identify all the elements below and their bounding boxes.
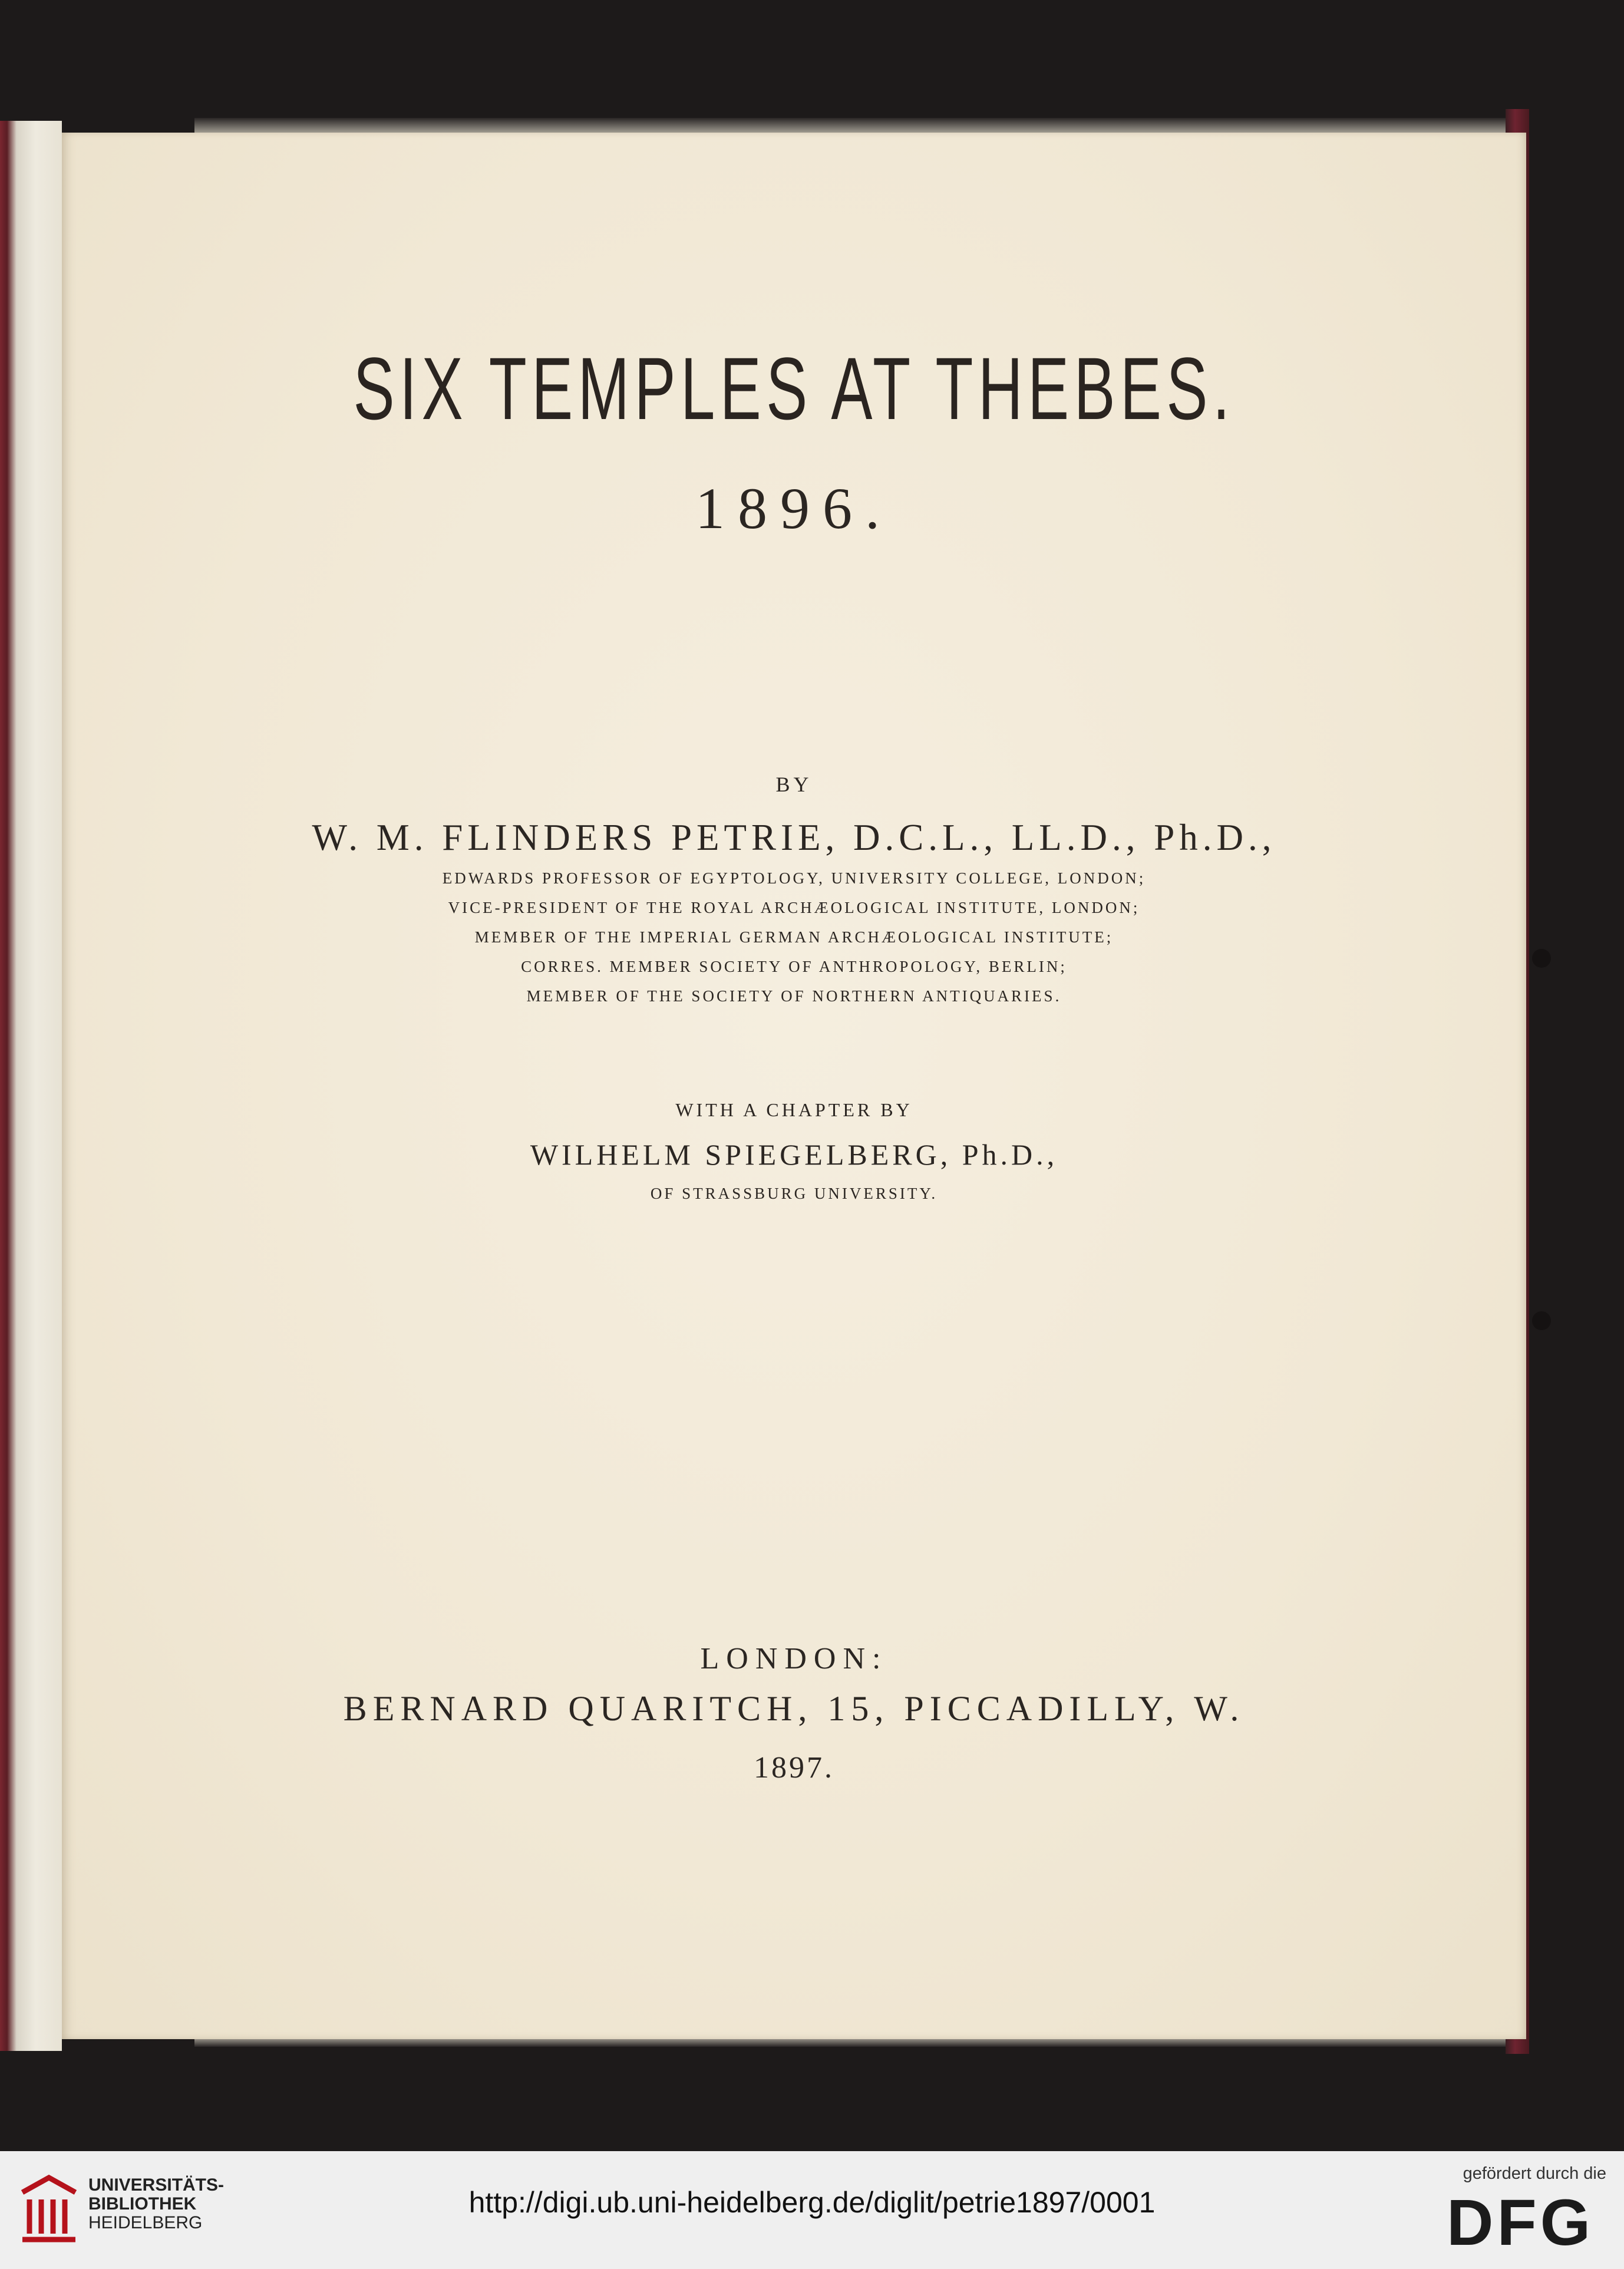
footer-bar	[0, 2151, 1624, 2269]
author-credential: EDWARDS PROFESSOR OF EGYPTOLOGY, UNIVERSITY COLLEGE, LONDON;	[442, 869, 1146, 887]
by-label: BY	[775, 773, 813, 796]
chapter-by-label: WITH A CHAPTER BY	[675, 1099, 913, 1120]
dfg-logo: DFG	[1447, 2186, 1595, 2259]
binding-hole	[1532, 949, 1551, 968]
funded-by-label: gefördert durch die	[1463, 2164, 1606, 2183]
contributor-affiliation: OF STRASSBURG UNIVERSITY.	[650, 1185, 938, 1202]
library-name-line: UNIVERSITÄTS-	[88, 2175, 225, 2195]
publication-year: 1897.	[754, 1751, 834, 1785]
library-name-line: HEIDELBERG	[88, 2213, 203, 2232]
book-year: 1896.	[695, 476, 893, 541]
contributor-name: WILHELM SPIEGELBERG, Ph.D.,	[530, 1138, 1058, 1171]
library-name-line: BIBLIOTHEK	[88, 2194, 197, 2214]
previous-page-edge	[0, 121, 62, 2051]
author-credential: VICE-PRESIDENT OF THE ROYAL ARCHÆOLOGICAL INSTITUTE, LONDON;	[448, 899, 1140, 916]
book-title: SIX TEMPLES AT THEBES.	[353, 339, 1235, 438]
author-credential: MEMBER OF THE SOCIETY OF NORTHERN ANTIQUARIES.	[526, 987, 1062, 1005]
publication-place: LONDON:	[700, 1642, 888, 1676]
publisher: BERNARD QUARITCH, 15, PICCADILLY, W.	[343, 1689, 1245, 1728]
title-page	[62, 133, 1526, 2039]
permalink-url[interactable]: http://digi.ub.uni-heidelberg.de/diglit/petrie1897/0001	[468, 2186, 1156, 2219]
author-name: W. M. FLINDERS PETRIE, D.C.L., LL.D., Ph.D.,	[312, 817, 1276, 858]
author-credential: CORRES. MEMBER SOCIETY OF ANTHROPOLOGY, BERLIN;	[521, 958, 1067, 975]
author-credential: MEMBER OF THE IMPERIAL GERMAN ARCHÆOLOGICAL INSTITUTE;	[474, 928, 1114, 946]
binding-hole	[1532, 1311, 1551, 1330]
